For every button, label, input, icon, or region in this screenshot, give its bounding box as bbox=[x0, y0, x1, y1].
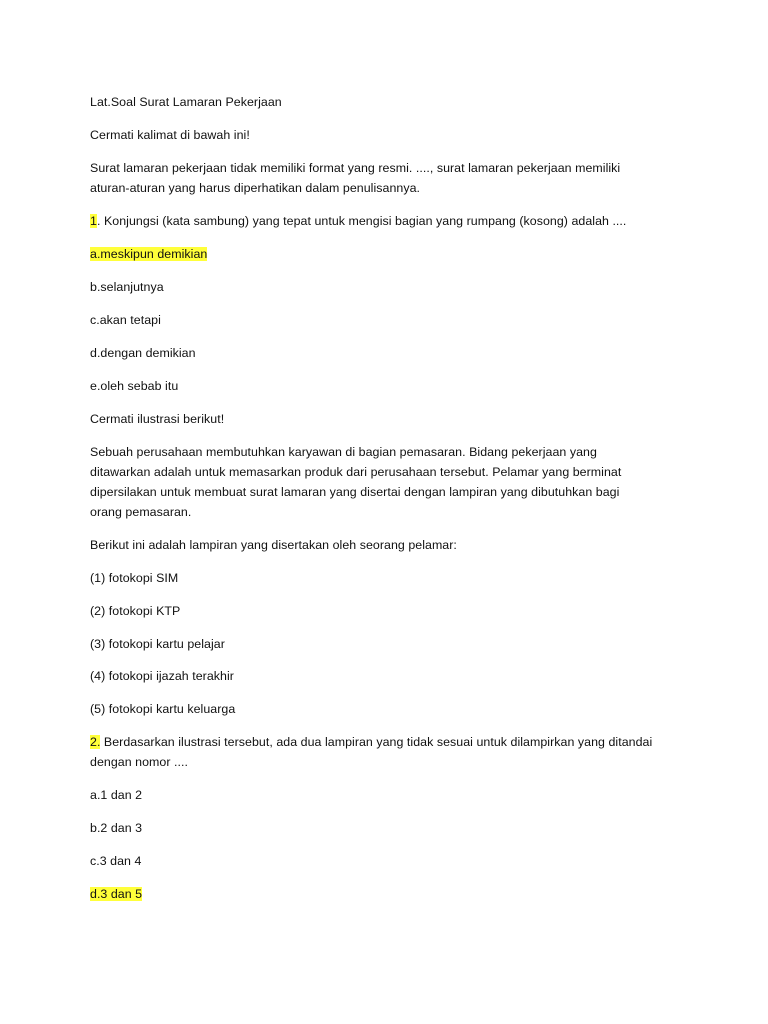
question-1-option-c: c.akan tetapi bbox=[90, 313, 161, 327]
attachments-intro: Berikut ini adalah lampiran yang disertakan oleh seorang pelamar: bbox=[90, 538, 457, 552]
question-2-option-b: b.2 dan 3 bbox=[90, 821, 143, 835]
question-1-number: 1 bbox=[90, 214, 97, 228]
attachment-item-3: (3) fotokopi kartu pelajar bbox=[90, 637, 225, 651]
instruction-1: Cermati kalimat di bawah ini! bbox=[90, 128, 250, 142]
question-2-option-c: c.3 dan 4 bbox=[90, 854, 142, 868]
passage-2-line-1: Sebuah perusahaan membutuhkan karyawan di bagian pemasaran. Bidang pekerjaan yang bbox=[90, 445, 597, 459]
question-1-option-a bbox=[90, 244, 690, 264]
passage-2-line-4: orang pemasaran. bbox=[90, 505, 192, 519]
question-2 bbox=[90, 732, 690, 752]
document-title: Lat.Soal Surat Lamaran Pekerjaan bbox=[90, 95, 282, 109]
attachment-item-4: (4) fotokopi ijazah terakhir bbox=[90, 669, 234, 683]
question-2-text-cont: dengan nomor .... bbox=[90, 755, 188, 769]
question-1-option-b: b.selanjutnya bbox=[90, 280, 164, 294]
question-2-answer-highlight: d.3 dan 5 bbox=[90, 887, 143, 901]
passage-2-line-2: ditawarkan adalah untuk memasarkan produk dari perusahaan tersebut. Pelamar yang berminat bbox=[90, 465, 622, 479]
question-1 bbox=[90, 211, 690, 231]
question-2-text: Berdasarkan ilustrasi tersebut, ada dua lampiran yang tidak sesuai untuk dilampirkan yang ditandai bbox=[100, 735, 653, 749]
question-1-option-d: d.dengan demikian bbox=[90, 346, 196, 360]
question-1-text: . Konjungsi (kata sambung) yang tepat untuk mengisi bagian yang rumpang (kosong) adalah .... bbox=[96, 214, 627, 228]
instruction-2: Cermati ilustrasi berikut! bbox=[90, 412, 225, 426]
attachment-item-2: (2) fotokopi KTP bbox=[90, 604, 181, 618]
question-1-option-e: e.oleh sebab itu bbox=[90, 379, 179, 393]
attachment-item-1: (1) fotokopi SIM bbox=[90, 571, 179, 585]
passage-1-line-1: Surat lamaran pekerjaan tidak memiliki format yang resmi. ...., surat lamaran pekerjaan memiliki bbox=[90, 161, 621, 175]
question-2-option-a: a.1 dan 2 bbox=[90, 788, 143, 802]
attachment-item-5: (5) fotokopi kartu keluarga bbox=[90, 702, 236, 716]
question-2-number: 2. bbox=[90, 735, 101, 749]
question-2-option-d bbox=[90, 884, 690, 904]
question-1-answer-highlight: a.meskipun demikian bbox=[90, 247, 208, 261]
passage-2-line-3: dipersilakan untuk membuat surat lamaran yang disertai dengan lampiran yang dibutuhkan bagi bbox=[90, 485, 620, 499]
passage-1-line-2: aturan-aturan yang harus diperhatikan dalam penulisannya. bbox=[90, 181, 421, 195]
